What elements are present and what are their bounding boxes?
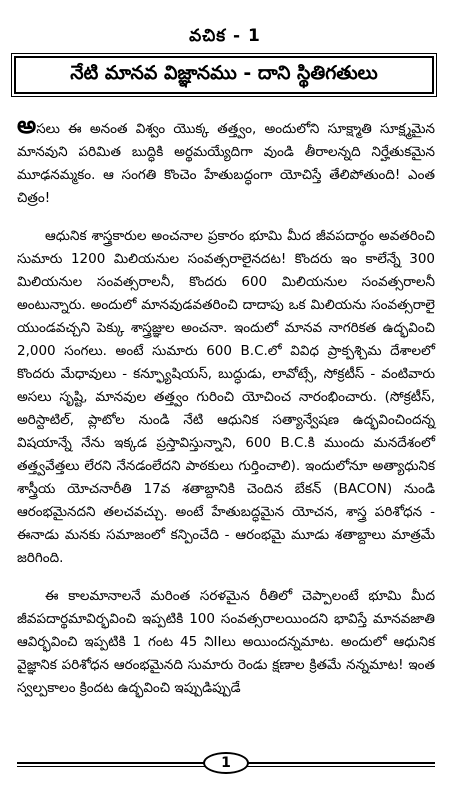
drop-cap: అ — [17, 111, 37, 139]
chapter-title: నేటి మానవ విజ్ఞానము - దాని స్థితిగతులు — [70, 61, 378, 84]
page-footer — [17, 752, 435, 774]
paragraph-2: ఆధునిక శాస్త్రకారుల అంచనాల ప్రకారం భూమి మీద జీవపదార్థం అవతరించి సుమారు 1200 మిలియనుల సంవత్సరాలైనదట! కొందరు ఇం కాలేన్నే 300 మిలియనుల సంవత్సరాలనీ, కొందరు 600 మిలియనుల సంవత్సరాలనీ అంటున్నారు. అందులో మానవుడవతరించి దాదాపు ఒక మిలియను సంవత్సరాలై యుండవచ్చని పెక్కు శాస్త్రజ్ఞుల అంచనా. ఇందులో మానవ నాగరికత ఉద్భవించి 2,000 సంగలు. అంటే సుమారు 600 B.C.లో వివిధ ప్రాక్పశ్చిమ దేశాలలో కొందరు మేధావులు - కన్ఫ్యూషియస్, బుద్ధుడు, లావోట్సే, సోక్రటీస్ - వంటివారు అసలు సృష్టి, మానవుల తత్త్వం గురించి యోచించ నారంభించారు. (సోక్రటీస్, అరిస్టాటిల్, ప్లాటోల నుండి నేటి ఆధునిక సత్యాన్వేషణ ఉద్భవించిందన్న విషయాన్నే నేను ఇక్కడ ప్రస్తావిస్తున్నాని, 600 B.C.కి ముందు మనదేశంలో తత్త్వవేత్తలు లేరని నేనడంలేదని పాఠకులు గుర్తించాలి). ఇందులోనూ అత్యాధునిక శాస్త్రీయ యోచనారీతి 17వ శతాబ్దానికి చెందిన బేకన్ (BACON) నుండి ఆరంభమైనదని తలచవచ్చు. అంటే హేతుబద్ధమైన యోచన, శాస్త్ర పరిశోధన - ఈనాడు మనకు సమాజంలో కన్పించేది - ఆరంభమై మూడు శతాబ్దాలు మాత్రమే జరిగింది. — [17, 228, 435, 566]
paragraph-1 — [17, 111, 435, 210]
paragraph-3: ఈ కాలమానాలనే మరింత సరళమైన రీతిలో చెప్పాలంటే భూమి మీద జీవపదార్థమావిర్భవించి ఇప్పటికి 100 సంవత్సరాలయిందని భావిస్తే మానవజాతి ఆవిర్భవించి ఇప్పటికి 1 గంట 45 నిIIలు అయిందన్నమాట. అందులో ఆధునిక వైజ్ఞానిక పరిశోధన ఆరంభమైనది సుమారు రెండు క్షణాల క్రితమే నన్నమాట! ఇంత స్వల్పకాలం క్రిందట ఉద్భవించి ఇప్పుడిప్పుడే — [17, 588, 435, 696]
paragraph-1-text: సలు ఈ అనంత విశ్వం యొక్క తత్త్వం, అందులోని సూక్ష్మాతి సూక్ష్మమైన మానవుని పరిమిత బుద్ధికి అర్థమయ్యేదిగా వుండి తీరాలన్నది నిర్హేతుకమైన మూఢనమ్మకం. ఆ సంగతి కొంచెం హేతుబద్ధంగా యోచిస్తే తేలిపోతుంది! ఎంత చిత్రం! — [17, 121, 435, 206]
chapter-heading: వచిక - 1 — [189, 26, 261, 46]
page-number: 1 — [203, 752, 249, 774]
body-text — [17, 111, 435, 715]
chapter-title-box — [14, 56, 434, 94]
